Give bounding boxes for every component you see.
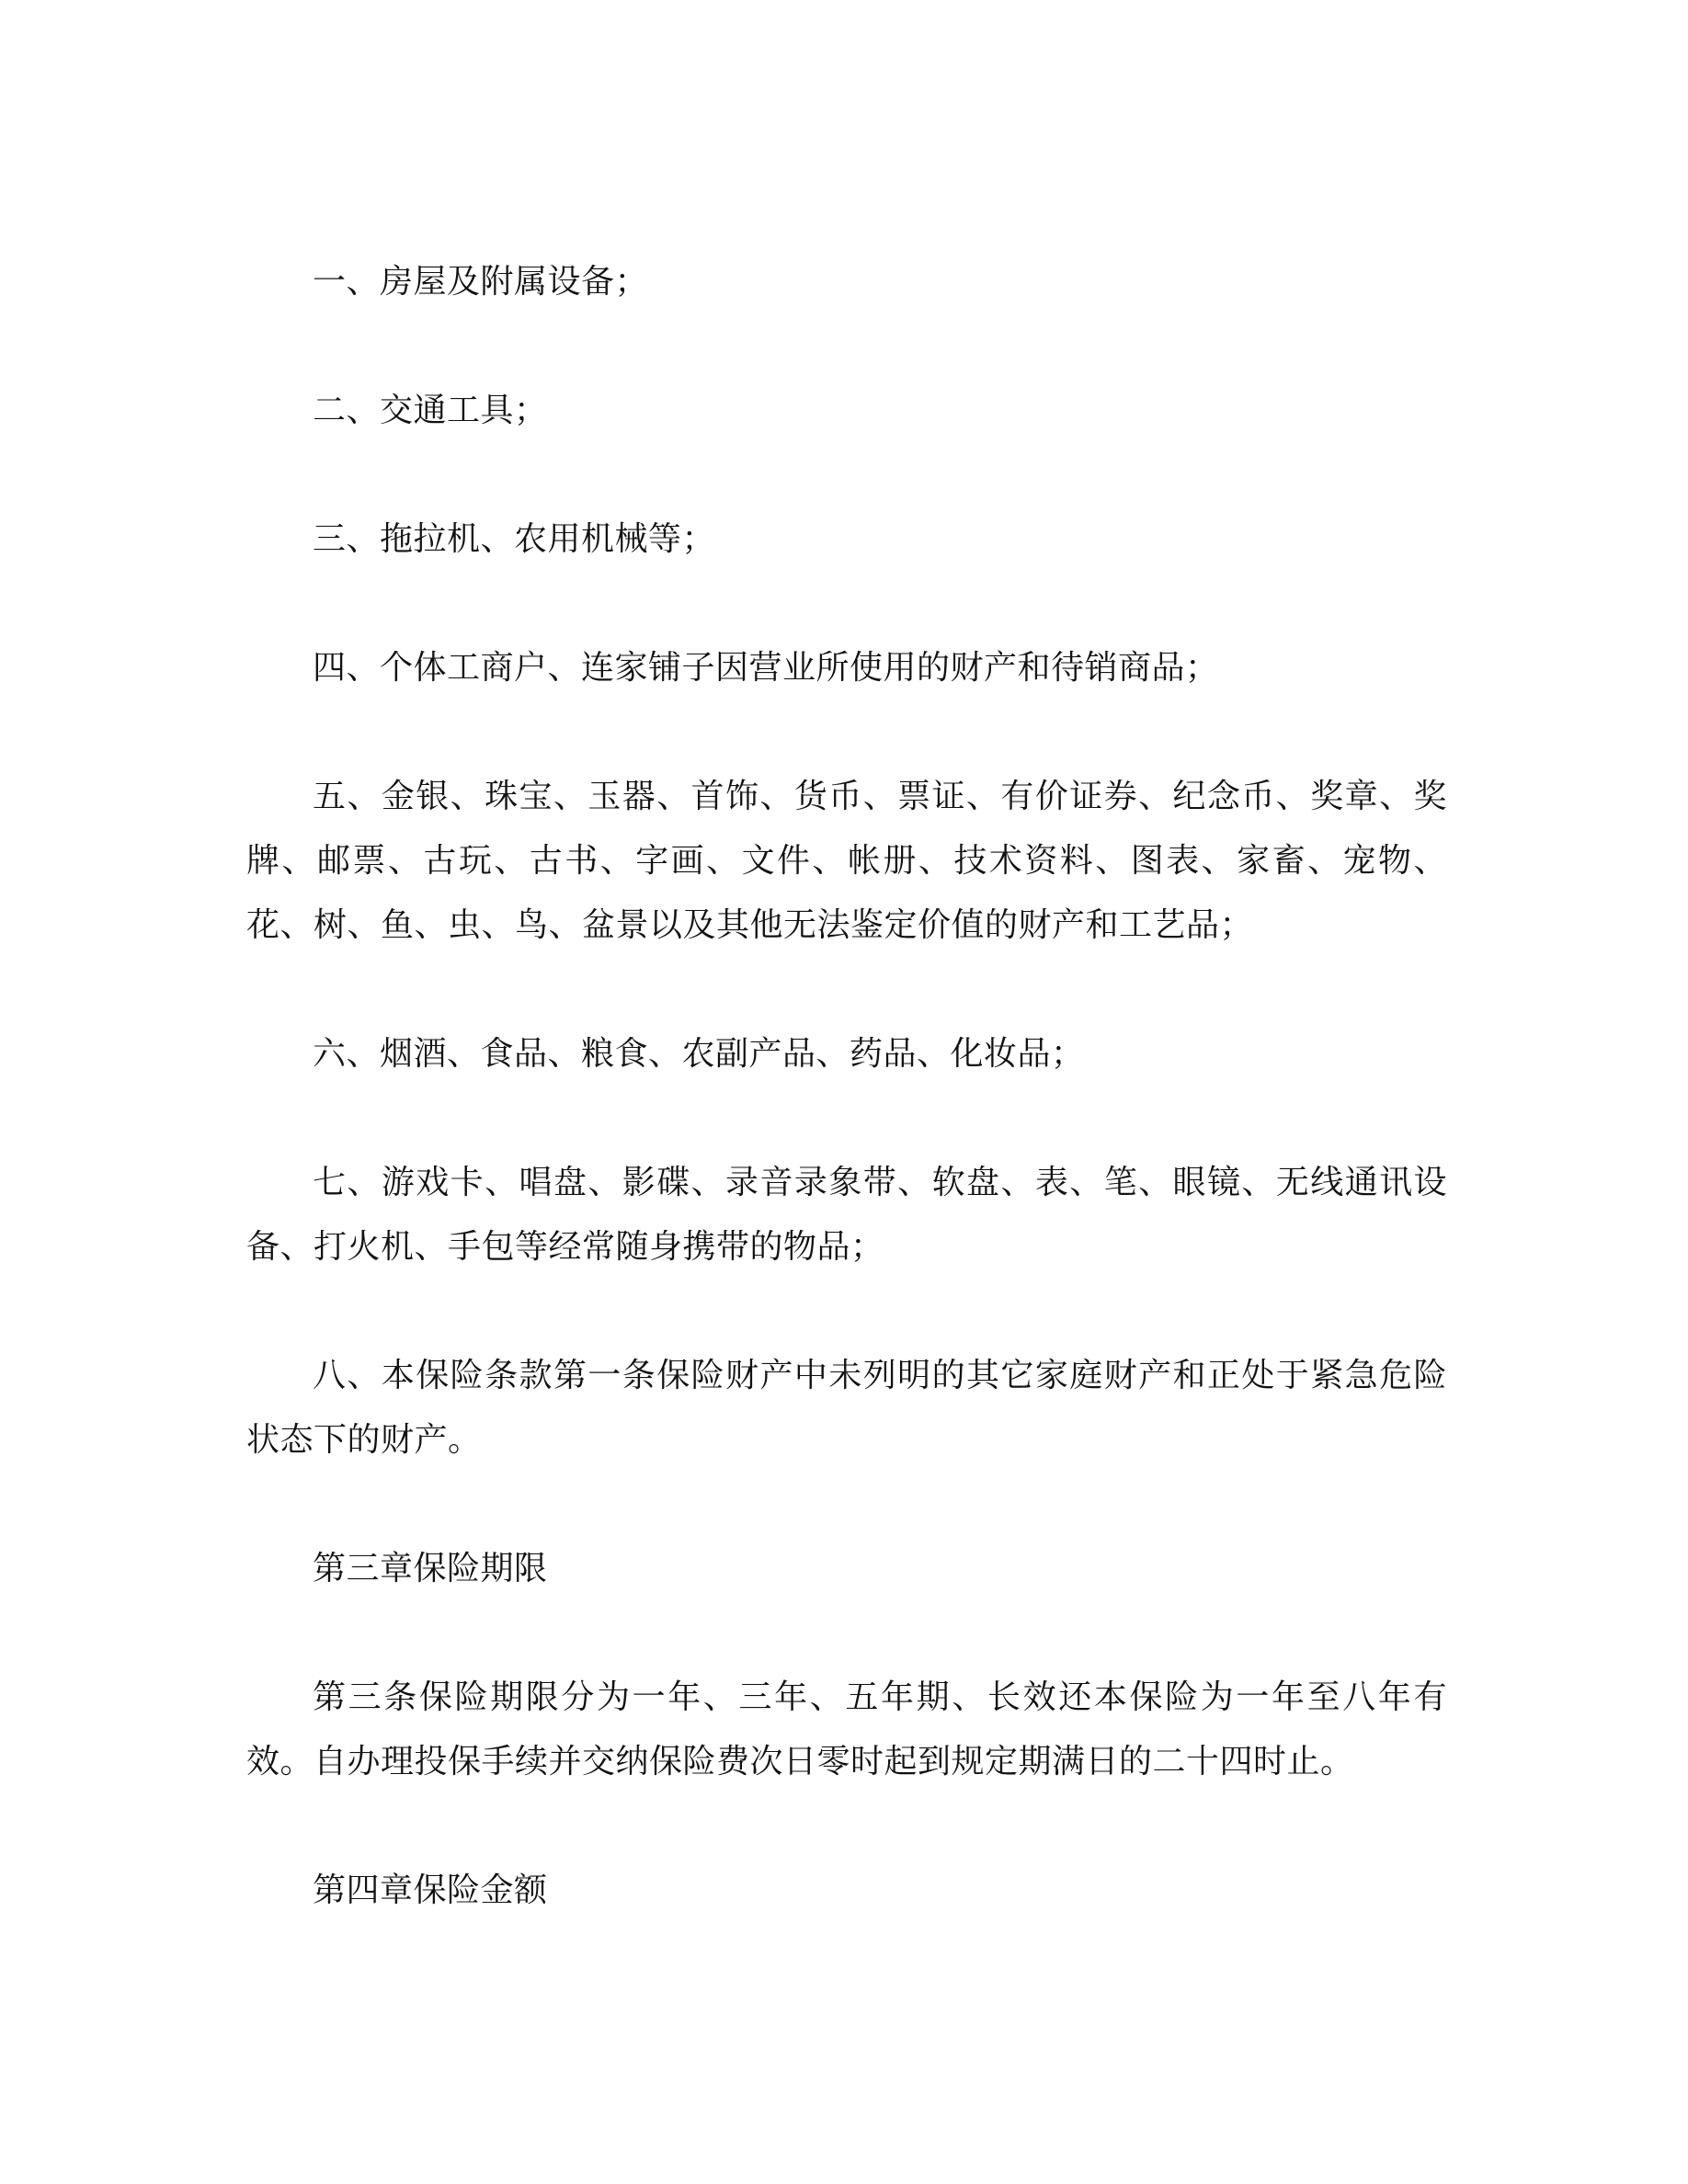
paragraph-item-6: 六、烟酒、食品、粮食、农副产品、药品、化妆品； bbox=[313, 1035, 1085, 1073]
paragraph-item-1: 一、房屋及附属设备； bbox=[313, 263, 649, 301]
paragraph-item-4: 四、个体工商户、连家铺子因营业所使用的财产和待销商品； bbox=[313, 649, 1219, 687]
article-3-text: 第三条保险期限分为一年、三年、五年期、长效还本保险为一年至八年有效。自办理投保手续并交纳保险费次日零时起到规定期满日的二十四时止。 bbox=[246, 1678, 1447, 1780]
chapter-heading-3: 第三章保险期限 bbox=[313, 1550, 548, 1587]
paragraph-item-8: 八、本保险条款第一条保险财产中未列明的其它家庭财产和正处于紧急危险状态下的财产。 bbox=[246, 1357, 1447, 1459]
paragraph-item-7: 七、游戏卡、唱盘、影碟、录音录象带、软盘、表、笔、眼镜、无线通讯设备、打火机、手包等经常随身携带的物品； bbox=[246, 1164, 1447, 1266]
paragraph-item-3: 三、拖拉机、农用机械等； bbox=[313, 520, 716, 558]
chapter-heading-4: 第四章保险金额 bbox=[313, 1871, 548, 1909]
paragraph-item-2: 二、交通工具； bbox=[313, 392, 548, 429]
paragraph-item-5: 五、金银、珠宝、玉器、首饰、货币、票证、有价证券、纪念币、奖章、奖牌、邮票、古玩、古书、字画、文件、帐册、技术资料、图表、家畜、宠物、花、树、鱼、虫、鸟、盆景以及其他无法鉴定价值的财产和工艺品； bbox=[246, 778, 1447, 944]
